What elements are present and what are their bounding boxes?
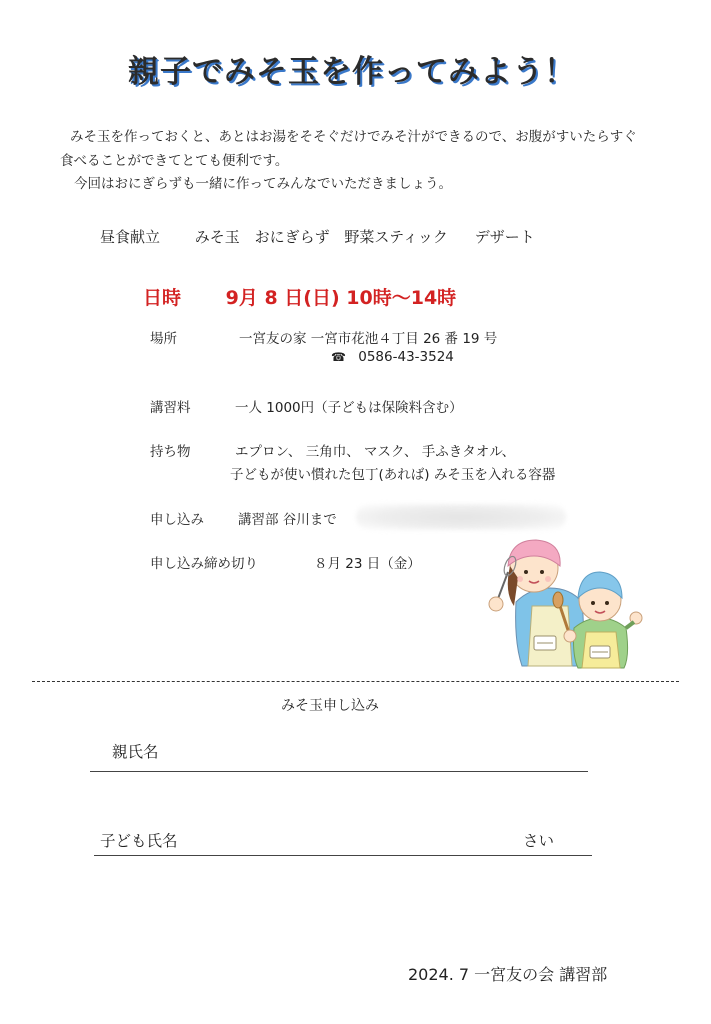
lunch-menu: [100, 226, 553, 247]
items-line-2: 子どもが使い慣れた包丁(あれば) みそ玉を入れる容器: [230, 467, 556, 483]
child-name-line: [94, 855, 592, 856]
location-value: 一宮友の家 一宮市花池４丁目 26 番 19 号: [239, 331, 498, 347]
items-label: 持ち物: [150, 444, 191, 460]
apply-value: 講習部 谷川まで: [238, 512, 337, 528]
footer-credit: 2024. 7 一宮友の会 講習部: [408, 965, 608, 984]
cut-line: [32, 681, 679, 682]
redacted-contact: [356, 504, 566, 530]
fee-label: 講習料: [150, 400, 191, 416]
menu-item: おにぎらず: [254, 228, 330, 246]
menu-item: みそ玉: [194, 228, 240, 246]
items-line-1: エプロン、 三角巾、 マスク、 手ふきタオル、: [235, 444, 516, 460]
telephone-icon: ☎: [331, 350, 346, 364]
menu-item: デザート: [474, 228, 535, 246]
location-label: 場所: [150, 331, 177, 347]
child-name-label: 子ども氏名: [100, 832, 178, 850]
cooking-illustration: [474, 532, 654, 670]
phone-row: [331, 349, 454, 365]
age-suffix: さい: [523, 832, 555, 850]
event-date: [143, 283, 456, 310]
intro-line-1: みそ玉を作っておくと、あとはお湯をそそぐだけでみそ汁ができるので、お腹がすいたらすぐ: [70, 129, 637, 145]
intro-line-2: 食べることができてとても便利です。: [60, 153, 289, 169]
parent-name-line: [90, 771, 588, 772]
phone-number: 0586-43-3524: [358, 349, 454, 365]
deadline-value: ８月 23 日（金）: [314, 556, 421, 572]
intro-line-3: 今回はおにぎらずも一緒に作ってみんなでいただきましょう。: [74, 176, 452, 192]
fee-value: 一人 1000円（子どもは保険料含む）: [235, 400, 463, 416]
lunch-menu-label: 昼食献立: [100, 228, 161, 246]
menu-item: 野菜スティック: [344, 228, 448, 246]
parent-name-label: 親氏名: [112, 743, 159, 761]
date-label: 日時: [143, 287, 182, 309]
apply-label: 申し込み: [150, 512, 204, 528]
parent-figure: [489, 540, 583, 666]
date-value: 9月 8 日(日) 10時～14時: [225, 287, 457, 309]
form-title: みそ玉申し込み: [281, 698, 379, 714]
page-title: 親子でみそ玉を作ってみよう！: [128, 54, 576, 90]
deadline-label: 申し込み締め切り: [150, 556, 258, 572]
